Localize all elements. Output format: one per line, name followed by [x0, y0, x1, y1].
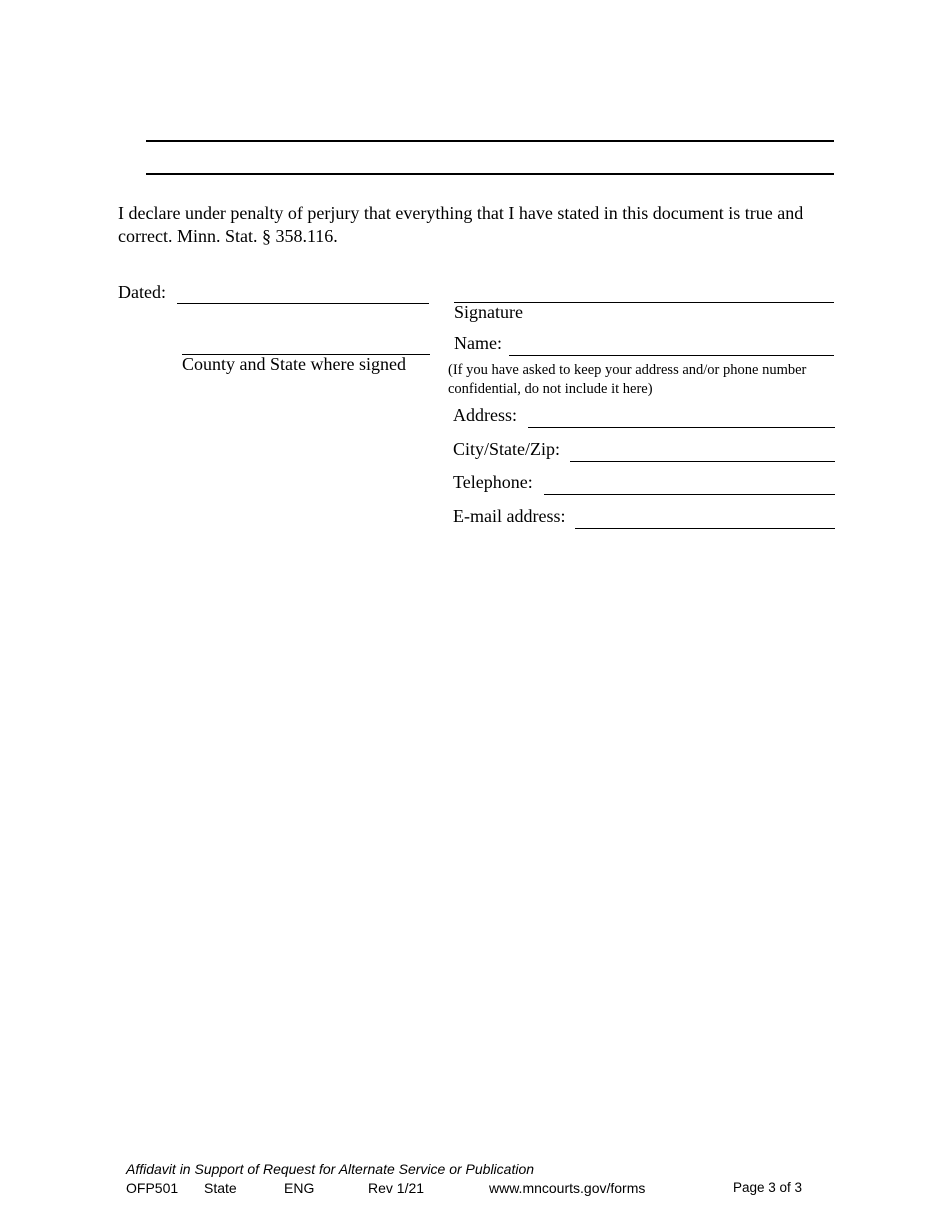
footer-revision: Rev 1/21: [368, 1180, 425, 1196]
name-label: Name:: [454, 333, 502, 353]
declaration-line-1: I declare under penalty of perjury that everything that I have stated in this document is true and: [118, 203, 804, 223]
telephone-label: Telephone:: [453, 472, 533, 492]
blank-line-2[interactable]: [146, 173, 834, 175]
footer-form-title: Affidavit in Support of Request for Alternate Service or Publication: [126, 1161, 535, 1177]
footer-form-code: OFP501: [126, 1180, 179, 1196]
name-field[interactable]: [509, 355, 834, 356]
email-label: E-mail address:: [453, 506, 566, 526]
footer-website[interactable]: www.mncourts.gov/forms: [489, 1180, 646, 1196]
county-state-label: County and State where signed: [182, 354, 406, 374]
declaration-line-2: correct. Minn. Stat. § 358.116.: [118, 226, 338, 246]
dated-label: Dated:: [118, 282, 166, 302]
dated-field[interactable]: [177, 303, 429, 304]
footer-page-number: Page 3 of 3: [733, 1180, 803, 1195]
address-label: Address:: [453, 405, 517, 425]
city-state-zip-field[interactable]: [570, 461, 835, 462]
address-field[interactable]: [528, 427, 835, 428]
blank-line-1[interactable]: [146, 140, 834, 142]
footer-jurisdiction: State: [204, 1180, 237, 1196]
confidential-note-line-1: (If you have asked to keep your address and/or phone number: [448, 362, 807, 378]
email-field[interactable]: [575, 528, 835, 529]
city-state-zip-label: City/State/Zip:: [453, 439, 560, 459]
confidential-note-line-2: confidential, do not include it here): [448, 381, 653, 397]
signature-label: Signature: [454, 302, 523, 322]
telephone-field[interactable]: [544, 494, 835, 495]
footer-language: ENG: [284, 1180, 315, 1196]
